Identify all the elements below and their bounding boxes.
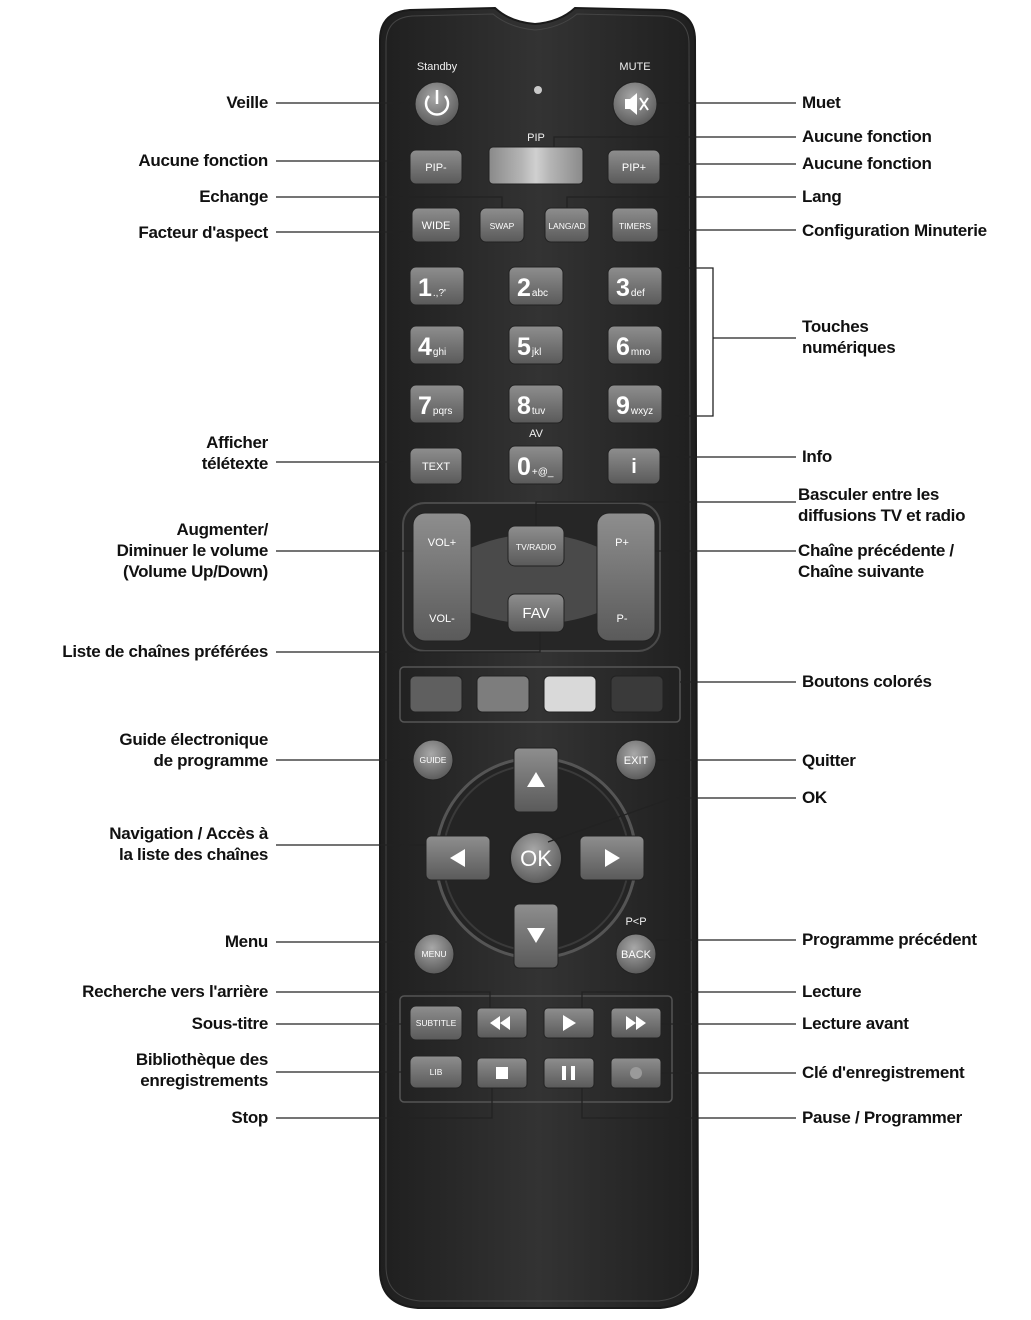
- subtitle-button[interactable]: [410, 1006, 462, 1040]
- digit-key-0[interactable]: [509, 446, 563, 484]
- green-color-button[interactable]: [477, 676, 529, 712]
- p-up-label: P+: [615, 537, 629, 549]
- label-facteur-aspect: Facteur d'aspect: [138, 223, 268, 242]
- pip-rocker[interactable]: [489, 147, 583, 184]
- label-tv-radio: Basculer entre les diffusions TV et radio: [798, 485, 966, 525]
- vol-up-label: VOL+: [427, 537, 457, 549]
- blue-color-button[interactable]: [611, 676, 663, 712]
- digit-key-5[interactable]: [509, 326, 563, 364]
- guide-button[interactable]: [413, 740, 453, 780]
- pip-minus-button[interactable]: [410, 150, 462, 184]
- digit-key-label: 2abc: [517, 274, 549, 302]
- svg-text:PIP+: PIP+: [621, 162, 647, 174]
- label-touches-numeriques: Touches numériques: [802, 317, 896, 357]
- svg-text:EXIT: EXIT: [623, 755, 649, 767]
- svg-text:TEXT: TEXT: [421, 461, 451, 473]
- label-stop: Stop: [231, 1108, 268, 1127]
- svg-text:TIMERS: TIMERS: [618, 221, 652, 231]
- timers-button[interactable]: [612, 208, 658, 242]
- digit-key-label: 1.,?': [418, 274, 446, 302]
- exit-button[interactable]: [616, 740, 656, 780]
- digit-key-label: 7pqrs: [418, 392, 453, 420]
- info-button[interactable]: [608, 448, 660, 484]
- digit-key-9[interactable]: [608, 385, 662, 423]
- svg-text:OK: OK: [520, 846, 552, 871]
- label-liste-favoris: Liste de chaînes préférées: [62, 642, 268, 661]
- label-muet: Muet: [802, 93, 841, 112]
- label-ok: OK: [802, 788, 827, 807]
- digit-key-label: 3def: [616, 274, 645, 302]
- red-color-button[interactable]: [410, 676, 462, 712]
- svg-text:WIDE: WIDE: [421, 220, 451, 232]
- label-volume: Augmenter/ Diminuer le volume (Volume Up/Down): [116, 520, 268, 581]
- fav-button[interactable]: [508, 594, 564, 632]
- digit-key-6[interactable]: [608, 326, 662, 364]
- volume-rocker[interactable]: [413, 513, 471, 641]
- label-lang: Lang: [802, 187, 842, 206]
- p-down-label: P-: [616, 613, 628, 625]
- svg-text:BACK: BACK: [621, 949, 651, 961]
- svg-text:MENU: MENU: [421, 949, 447, 959]
- label-navigation: Navigation / Accès à la liste des chaînes: [109, 824, 268, 864]
- record-icon: [630, 1067, 642, 1079]
- svg-text:LIB: LIB: [429, 1067, 443, 1077]
- digit-key-label: 8tuv: [517, 392, 546, 420]
- pcp-caption: P<P: [625, 916, 647, 928]
- menu-button[interactable]: [414, 934, 454, 974]
- status-led: [534, 86, 542, 94]
- label-minuterie: Configuration Minuterie: [802, 221, 987, 240]
- svg-text:FAV: FAV: [522, 605, 550, 622]
- swap-button[interactable]: [480, 208, 524, 242]
- digit-key-1[interactable]: [410, 267, 464, 305]
- pip-plus-button[interactable]: [608, 150, 660, 184]
- rewind-button[interactable]: [477, 1008, 527, 1038]
- label-pause: Pause / Programmer: [802, 1108, 962, 1127]
- digit-key-label: 0+@_: [517, 453, 554, 481]
- label-aucune-fonction-pipplus: Aucune fonction: [802, 154, 932, 173]
- digit-key-3[interactable]: [608, 267, 662, 305]
- digit-key-4[interactable]: [410, 326, 464, 364]
- standby-button[interactable]: [415, 82, 459, 126]
- stop-button[interactable]: [477, 1058, 527, 1088]
- digit-key-label: 6mno: [616, 333, 651, 361]
- mute-button[interactable]: [613, 82, 657, 126]
- label-recherche-arriere: Recherche vers l'arrière: [82, 982, 268, 1001]
- label-veille: Veille: [226, 93, 268, 112]
- label-guide: Guide électronique de programme: [119, 730, 268, 770]
- svg-text:GUIDE: GUIDE: [419, 755, 447, 765]
- pause-button[interactable]: [544, 1058, 594, 1088]
- mute-caption: MUTE: [619, 61, 651, 73]
- digit-key-label: 5jkl: [517, 333, 542, 361]
- label-enregistrement: Clé d'enregistrement: [802, 1063, 965, 1082]
- label-chaine: Chaîne précédente / Chaîne suivante: [798, 541, 954, 581]
- label-quitter: Quitter: [802, 751, 856, 770]
- label-aucune-fonction-left: Aucune fonction: [138, 151, 268, 170]
- label-lecture: Lecture: [802, 982, 862, 1001]
- nav-down-button[interactable]: [514, 904, 558, 968]
- label-sous-titre: Sous-titre: [191, 1014, 268, 1033]
- label-lecture-avant: Lecture avant: [802, 1014, 909, 1033]
- label-echange: Echange: [199, 187, 268, 206]
- wide-button[interactable]: [412, 208, 460, 242]
- label-afficher-teletexte: Afficher télétexte: [201, 433, 268, 473]
- lib-button[interactable]: [410, 1056, 462, 1088]
- text-button[interactable]: [410, 448, 462, 484]
- fast-forward-button[interactable]: [611, 1008, 661, 1038]
- svg-text:TV/RADIO: TV/RADIO: [515, 542, 557, 552]
- label-boutons-colores: Boutons colorés: [802, 672, 932, 691]
- nav-up-button[interactable]: [514, 748, 558, 812]
- digit-key-7[interactable]: [410, 385, 464, 423]
- digit-key-8[interactable]: [509, 385, 563, 423]
- svg-text:SWAP: SWAP: [489, 221, 515, 231]
- record-button[interactable]: [611, 1058, 661, 1088]
- nav-right-button[interactable]: [580, 836, 644, 880]
- label-bibliotheque: Bibliothèque des enregistrements: [135, 1050, 268, 1090]
- label-menu: Menu: [224, 932, 268, 951]
- av-caption: AV: [529, 428, 543, 440]
- svg-text:i: i: [631, 456, 637, 478]
- pip-caption: PIP: [527, 132, 545, 144]
- digit-key-label: 4ghi: [418, 333, 447, 361]
- lang-button[interactable]: [545, 208, 589, 242]
- label-aucune-fonction-pip: Aucune fonction: [802, 127, 932, 146]
- channel-rocker[interactable]: [597, 513, 655, 641]
- digit-key-label: 9wxyz: [616, 392, 654, 420]
- yellow-color-button[interactable]: [544, 676, 596, 712]
- tvradio-button[interactable]: [508, 526, 564, 566]
- svg-text:SUBTITLE: SUBTITLE: [415, 1018, 457, 1028]
- back-button[interactable]: [616, 934, 656, 974]
- svg-text:PIP-: PIP-: [425, 162, 447, 174]
- remote-body: [380, 8, 698, 1308]
- standby-caption: Standby: [416, 61, 458, 73]
- nav-left-button[interactable]: [426, 836, 490, 880]
- vol-down-label: VOL-: [429, 613, 455, 625]
- label-programme-precedent: Programme précédent: [802, 930, 977, 949]
- stop-icon: [496, 1067, 508, 1079]
- play-button[interactable]: [544, 1008, 594, 1038]
- digit-key-2[interactable]: [509, 267, 563, 305]
- svg-text:LANG/AD: LANG/AD: [548, 221, 586, 231]
- label-info: Info: [802, 447, 832, 466]
